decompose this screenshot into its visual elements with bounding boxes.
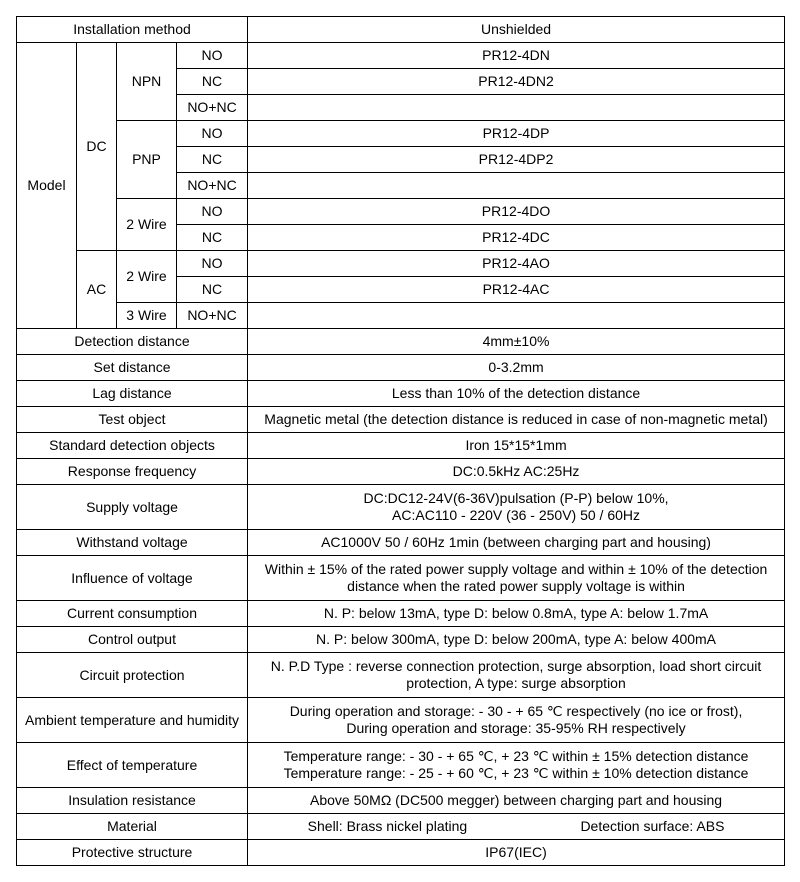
current-consumption-label: Current consumption <box>17 601 248 627</box>
detection-distance-label: Detection distance <box>17 329 248 355</box>
row-model-ac2-no <box>17 251 785 277</box>
model-ac-2wire-label: 2 Wire <box>117 251 177 303</box>
insulation-label: Insulation resistance <box>17 788 248 814</box>
standard-objects-label: Standard detection objects <box>17 433 248 459</box>
ac3-nonc-model <box>248 303 785 329</box>
row-supply-voltage <box>17 485 785 530</box>
material-shell: Shell: Brass nickel plating <box>307 818 468 834</box>
control-output-value: N. P: below 300mA, type D: below 200mA, type A: below 400mA <box>248 627 785 653</box>
test-object-value: Magnetic metal (the detection distance is reduced in case of non-magnetic metal) <box>248 407 785 433</box>
material-value <box>248 814 785 840</box>
installation-method-label: Installation method <box>17 17 248 43</box>
control-output-label: Control output <box>17 627 248 653</box>
dc2-no-label: NO <box>177 199 248 225</box>
npn-nc-model: PR12-4DN2 <box>248 69 785 95</box>
influence-voltage-line-1: Within ± 15% of the rated power supply voltage and within ± 10% of the detection <box>264 561 768 577</box>
set-distance-value: 0-3.2mm <box>248 355 785 381</box>
ac2-no-label: NO <box>177 251 248 277</box>
influence-voltage-value <box>248 556 785 601</box>
circuit-protection-line-1: N. P.D Type : reverse connection protection, surge absorption, load short circuit <box>270 658 762 674</box>
pnp-nc-model: PR12-4DP2 <box>248 147 785 173</box>
row-model-dc2-no <box>17 199 785 225</box>
pnp-no-label: NO <box>177 121 248 147</box>
row-model-ac3-nonc <box>17 303 785 329</box>
row-ambient-temperature-humidity <box>17 698 785 743</box>
circuit-protection-value <box>248 653 785 698</box>
ac2-nc-label: NC <box>177 277 248 303</box>
row-circuit-protection <box>17 653 785 698</box>
model-npn-label: NPN <box>117 43 177 121</box>
response-frequency-value: DC:0.5kHz AC:25Hz <box>248 459 785 485</box>
test-object-label: Test object <box>17 407 248 433</box>
detection-distance-value: 4mm±10% <box>248 329 785 355</box>
row-standard-detection-objects <box>17 433 785 459</box>
material-surface: Detection surface: ABS <box>580 818 725 834</box>
row-installation-method <box>17 17 785 43</box>
insulation-value: Above 50MΩ (DC500 megger) between charging part and housing <box>248 788 785 814</box>
row-withstand-voltage <box>17 530 785 556</box>
ac2-no-model: PR12-4AO <box>248 251 785 277</box>
dc2-no-model: PR12-4DO <box>248 199 785 225</box>
withstand-voltage-value: AC1000V 50 / 60Hz 1min (between charging part and housing) <box>248 530 785 556</box>
npn-nc-label: NC <box>177 69 248 95</box>
row-response-frequency <box>17 459 785 485</box>
influence-voltage-label: Influence of voltage <box>17 556 248 601</box>
pnp-nonc-model <box>248 173 785 199</box>
supply-voltage-line-1: DC:DC12-24V(6-36V)pulsation (P-P) below 10%, <box>363 490 669 506</box>
pnp-nonc-label: NO+NC <box>177 173 248 199</box>
effect-temperature-line-2: Temperature range: - 25 - + 60 ℃, + 23 ℃ within ± 10% detection distance <box>283 765 749 781</box>
npn-no-label: NO <box>177 43 248 69</box>
dc2-nc-model: PR12-4DC <box>248 225 785 251</box>
material-label: Material <box>17 814 248 840</box>
row-model-npn-no <box>17 43 785 69</box>
pnp-nc-label: NC <box>177 147 248 173</box>
npn-nonc-model <box>248 95 785 121</box>
ac3-nonc-label: NO+NC <box>177 303 248 329</box>
supply-voltage-value <box>248 485 785 530</box>
row-control-output <box>17 627 785 653</box>
effect-temperature-value <box>248 743 785 788</box>
protective-structure-label: Protective structure <box>17 840 248 866</box>
row-detection-distance <box>17 329 785 355</box>
row-effect-of-temperature <box>17 743 785 788</box>
ambient-line-1: During operation and storage: - 30 - + 65 ℃ respectively (no ice or frost), <box>289 703 743 719</box>
effect-temperature-label: Effect of temperature <box>17 743 248 788</box>
model-pnp-label: PNP <box>117 121 177 199</box>
row-test-object <box>17 407 785 433</box>
row-current-consumption <box>17 601 785 627</box>
model-label: Model <box>17 43 77 329</box>
response-frequency-label: Response frequency <box>17 459 248 485</box>
current-consumption-value: N. P: below 13mA, type D: below 0.8mA, type A: below 1.7mA <box>248 601 785 627</box>
standard-objects-value: Iron 15*15*1mm <box>248 433 785 459</box>
pnp-no-model: PR12-4DP <box>248 121 785 147</box>
supply-voltage-label: Supply voltage <box>17 485 248 530</box>
model-dc-2wire-label: 2 Wire <box>117 199 177 251</box>
row-material <box>17 814 785 840</box>
ambient-label: Ambient temperature and humidity <box>17 698 248 743</box>
supply-voltage-line-2: AC:AC110 - 220V (36 - 250V) 50 / 60Hz <box>392 507 641 523</box>
ac2-nc-model: PR12-4AC <box>248 277 785 303</box>
lag-distance-label: Lag distance <box>17 381 248 407</box>
row-model-pnp-no <box>17 121 785 147</box>
protective-structure-value: IP67(IEC) <box>248 840 785 866</box>
effect-temperature-line-1: Temperature range: - 30 - + 65 ℃, + 23 ℃ within ± 15% detection distance <box>283 748 749 764</box>
model-ac-label: AC <box>77 251 117 329</box>
lag-distance-value: Less than 10% of the detection distance <box>248 381 785 407</box>
ambient-line-2: During operation and storage: 35-95% RH respectively <box>346 720 686 736</box>
ambient-value <box>248 698 785 743</box>
row-set-distance <box>17 355 785 381</box>
circuit-protection-label: Circuit protection <box>17 653 248 698</box>
withstand-voltage-label: Withstand voltage <box>17 530 248 556</box>
influence-voltage-line-2: distance when the rated power supply voltage is within <box>347 578 685 594</box>
model-ac-3wire-label: 3 Wire <box>117 303 177 329</box>
row-protective-structure <box>17 840 785 866</box>
set-distance-label: Set distance <box>17 355 248 381</box>
row-lag-distance <box>17 381 785 407</box>
row-influence-of-voltage <box>17 556 785 601</box>
spec-table <box>16 16 785 866</box>
model-dc-label: DC <box>77 43 117 251</box>
npn-no-model: PR12-4DN <box>248 43 785 69</box>
row-insulation-resistance <box>17 788 785 814</box>
circuit-protection-line-2: protection, A type: surge absorption <box>406 675 626 691</box>
dc2-nc-label: NC <box>177 225 248 251</box>
installation-method-value: Unshielded <box>248 17 785 43</box>
npn-nonc-label: NO+NC <box>177 95 248 121</box>
